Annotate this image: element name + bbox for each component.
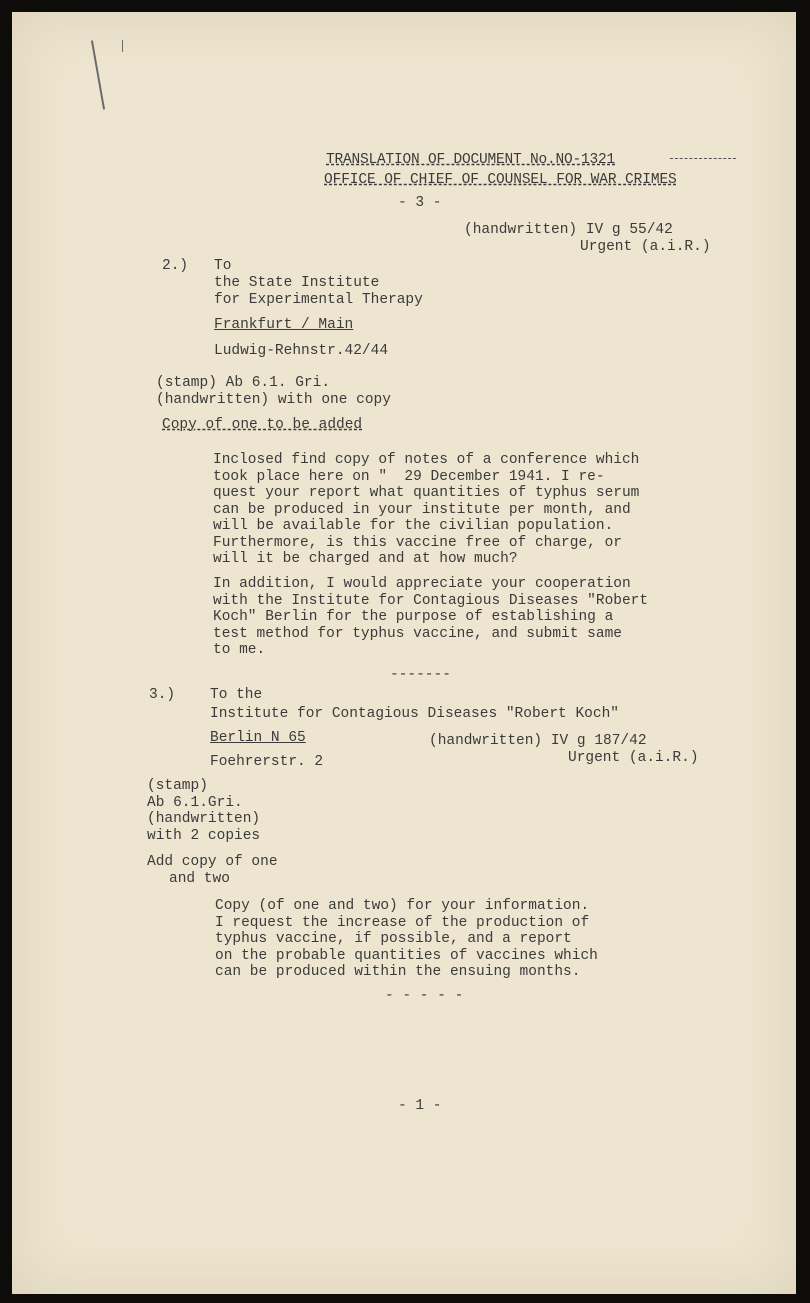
- text-line: Copy (of one and two) for your information.: [215, 898, 590, 914]
- text-line: can be produced within the ensuing months.: [215, 964, 581, 980]
- item2-paragraph-2: [213, 576, 648, 659]
- text-line: took place here on " 29 December 1941. I re-: [213, 468, 605, 485]
- add-copy-note: and two: [169, 871, 230, 887]
- text-line: Koch" Berlin for the purpose of establishing a: [213, 609, 614, 625]
- text-line: (handwritten): [147, 811, 261, 827]
- header-dash: [670, 158, 736, 159]
- document-office: OFFICE OF CHIEF OF COUNSEL FOR WAR CRIMES: [324, 172, 677, 188]
- address-to: To the: [210, 687, 263, 703]
- item3-paragraph: [215, 898, 598, 981]
- pencil-mark: [91, 40, 105, 109]
- section-separator: -------: [390, 667, 451, 683]
- address-line: the State Institute: [214, 275, 380, 291]
- address-street: Ludwig-Rehnstr.42/44: [214, 343, 389, 359]
- text-line: on the probable quantities of vaccines which: [215, 947, 598, 964]
- address-line: for Experimental Therapy: [214, 292, 423, 308]
- stamp-note: (stamp) Ab 6.1. Gri.: [156, 375, 331, 391]
- text-line: with the Institute for Contagious Diseases "Robert: [213, 592, 649, 609]
- text-line: test method for typhus vaccine, and submit same: [213, 625, 622, 642]
- copy-note: Copy of one to be added: [162, 417, 363, 433]
- address-city: Frankfurt / Main: [214, 317, 354, 333]
- address-street: Foehrerstr. 2: [210, 754, 324, 770]
- document-page: [12, 12, 796, 1294]
- page-marker: - 3 -: [398, 195, 442, 211]
- text-line: I request the increase of the production of: [215, 914, 590, 931]
- address-line: Institute for Contagious Diseases "Robert Koch": [210, 706, 619, 722]
- ref-urgent: Urgent (a.i.R.): [580, 239, 711, 255]
- ref-handwritten: (handwritten) IV g 187/42: [429, 733, 647, 749]
- text-line: quest your report what quantities of typhus serum: [213, 485, 640, 501]
- item-number: 3.): [149, 687, 176, 703]
- text-line: Furthermore, is this vaccine free of charge, or: [213, 534, 622, 551]
- text-line: with 2 copies: [147, 827, 261, 844]
- text-line: typhus vaccine, if possible, and a report: [215, 931, 572, 947]
- item2-paragraph-1: [213, 452, 639, 568]
- ref-urgent: Urgent (a.i.R.): [568, 750, 699, 766]
- text-line: Inclosed find copy of notes of a conference which: [213, 452, 640, 468]
- text-line: Ab 6.1.Gri.: [147, 794, 243, 811]
- document-title: TRANSLATION OF DOCUMENT No.NO-1321: [326, 152, 616, 168]
- text-line: In addition, I would appreciate your cooperation: [213, 576, 631, 592]
- add-copy-note: Add copy of one: [147, 854, 278, 870]
- item-number: 2.): [162, 258, 189, 274]
- page-number: - 1 -: [398, 1098, 442, 1114]
- handwritten-note: (handwritten) with one copy: [156, 392, 391, 408]
- section-separator: - - - - -: [385, 988, 464, 1004]
- text-line: will be available for the civilian population.: [213, 518, 614, 534]
- address-to: To: [214, 258, 232, 274]
- item3-stamp-block: [147, 778, 260, 844]
- text-line: will it be charged and at how much?: [213, 551, 518, 567]
- address-city: Berlin N 65: [210, 730, 306, 746]
- pencil-mark: [122, 40, 123, 52]
- text-line: (stamp): [147, 778, 208, 794]
- text-line: to me.: [213, 642, 266, 658]
- ref-handwritten: (handwritten) IV g 55/42: [464, 222, 673, 238]
- text-line: can be produced in your institute per month, and: [213, 501, 631, 518]
